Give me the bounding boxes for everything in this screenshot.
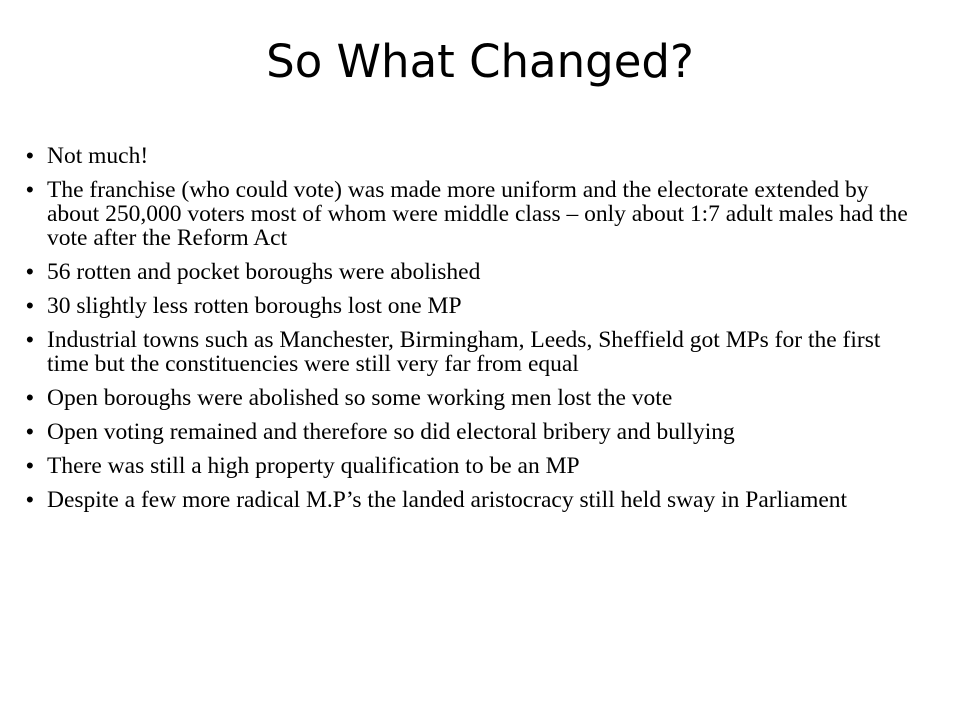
bullet-item: • Not much! (26, 144, 916, 168)
bullet-item: • 30 slightly less rotten boroughs lost one MP (26, 294, 916, 318)
bullet-list (26, 144, 916, 522)
bullet-item: • Industrial towns such as Manchester, Birmingham, Leeds, Sheffield got MPs for the first time but the constituencies were still very far from equal (26, 328, 916, 376)
bullet-item: • There was still a high property qualification to be an MP (26, 454, 916, 478)
bullet-item: • 56 rotten and pocket boroughs were abolished (26, 260, 916, 284)
bullet-item: • Despite a few more radical M.P’s the landed aristocracy still held sway in Parliament (26, 488, 916, 512)
bullet-item: • Open boroughs were abolished so some working men lost the vote (26, 386, 916, 410)
slide-title: So What Changed? (266, 35, 694, 88)
bullet-item: • Open voting remained and therefore so did electoral bribery and bullying (26, 420, 916, 444)
bullet-item: • The franchise (who could vote) was made more uniform and the electorate extended by about 250,000 voters most of whom were middle class – only about 1:7 adult males had the vote after the Reform Act (26, 178, 916, 250)
